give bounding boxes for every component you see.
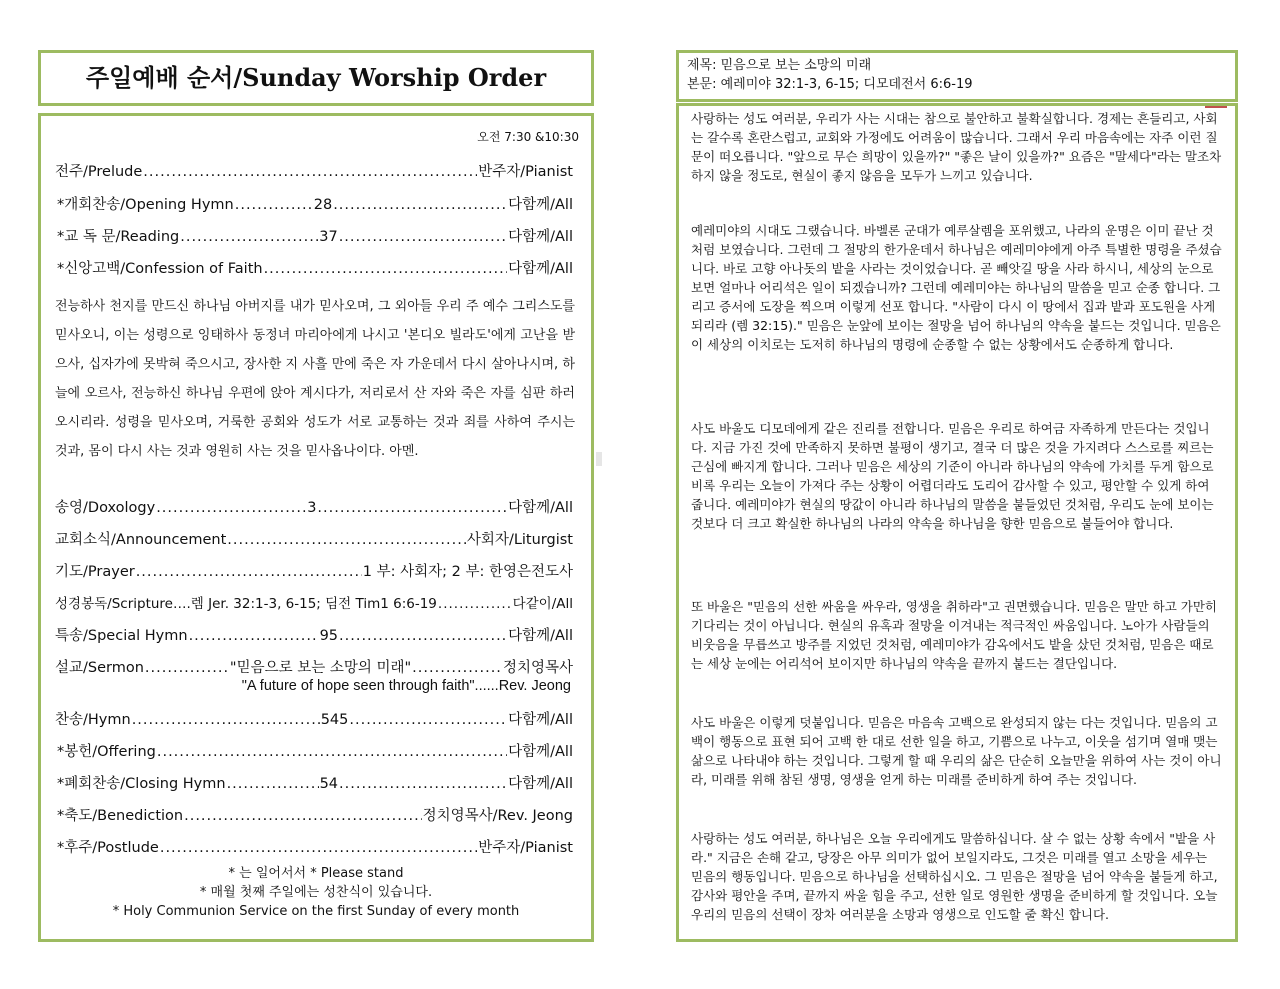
order-item-scripture: 성경봉독/Scripture… . 렘 Jer. 32:1-3, 6-15; 딤전 Tim1 6:6-19 ..... 다같이/All <box>55 592 573 612</box>
apostles-creed: 전능하사 천지를 만드신 하나님 아버지를 내가 믿사오며, 그 외아들 우리 주 예수 그리스도를 믿사오니, 이는 성령으로 잉태하사 동정녀 마리아에게 나시고 '본디오 빌라도'에게 고난을 받으사, 십자가에 못박혀 죽으시고, 장사한 지 사흘 만에 죽은 자 가운데서 다시 살아나시며, 하늘에 오르사, 전능하신 하나님 우편에 앉아 계시다가, 저리로서 산 자와 죽은 자를 심판 하러 오시리라. 성령을 믿사오며, 거룩한 공회와 성도가 서로 교통하는 것과 죄를 사하여 주시는 것과, 몸이 다시 사는 것과 영원히 사는 것을 믿사옵나이다. 아멘. <box>55 299 575 459</box>
order-item-hymn <box>55 708 573 729</box>
red-mark <box>1205 106 1227 108</box>
order-item-leader: 다함께/All <box>508 261 573 277</box>
footnotes <box>41 864 591 921</box>
order-item-label: 교회소식/Announcement <box>55 532 227 548</box>
order-item-leader: 다함께/All <box>508 500 573 516</box>
order-item-leader: 다함께/All <box>508 712 573 728</box>
order-item-leader: 정치영목사/Rev. Jeong <box>422 808 573 824</box>
order-item-doxology <box>55 496 573 517</box>
order-item-label: *신앙고백/Confession of Faith <box>57 261 263 277</box>
order-item-label: 설교/Sermon <box>55 660 144 676</box>
order-item-value: "믿음으로 보는 소망의 미래" <box>229 660 412 676</box>
note-communion-en: * Holy Communion Service on the first Sunday of every month <box>112 904 520 919</box>
order-item-leader: 다같이/All <box>512 596 573 612</box>
order-item-value: 54 <box>319 776 339 792</box>
order-item-leader: 다함께/All <box>508 744 573 760</box>
order-item-closing-hymn <box>57 772 573 793</box>
service-time: 오전 7:30 &10:30 <box>477 130 579 144</box>
order-item-benediction <box>57 804 573 825</box>
sermon-paragraph: 사도 바울도 디모데에게 같은 진리를 전합니다. 믿음은 우리로 하여금 자족하게 만든다는 것입니다. 지금 가진 것에 만족하지 못하면 불평이 생기고, 결국 더 많은 것을 가지려다 스스로를 찌르는 근심에 빠지게 합니다. 그러나 믿음은 세상의 기준이 아니라 하나님의 약속에 가치를 두게 함으로 비록 우리는 오늘이 가져다 주는 상황이 어렵더라도 도리어 감사할 수 있고, 평안할 수 있게 하여 줍니다. 예레미야가 현실의 땅값이 아니라 하나님의 말씀을 붙들었던 것처럼, 우리도 눈에 보이는 것보다 더 크고 확실한 하나님의 나라의 약속을 하나님을 향한 믿음으로 붙들어야 합니다. <box>691 421 1214 531</box>
order-item-value: 3 <box>307 500 317 516</box>
sermon-header-box <box>676 50 1238 102</box>
order-item-leader: 정치영목사 <box>502 660 573 676</box>
sermon-paragraph: 사도 바울은 이렇게 덧붙입니다. 믿음은 마음속 고백으로 완성되지 않는 다는 것입니다. 믿음의 고백이 행동으로 표현 되어 고백 한 대로 선한 일을 하고, 기쁨으로 나누고, 이웃을 섬기며 열매 맺는 삶으로 나타내야 하는 것입니다. 그렇게 할 때 우리의 삶은 단순히 오늘만을 위하여 사는 것이 아니라, 미래를 위해 참된 생명, 영생을 얻게 하는 미래를 준비하게 하여 주는 것입니다. <box>691 715 1222 787</box>
order-item-label: *개회찬송/Opening Hymn <box>57 197 234 213</box>
order-item-reading <box>57 225 573 246</box>
sermon-paragraph: 사랑하는 성도 여러분, 우리가 사는 시대는 참으로 불안하고 불확실합니다. 경제는 흔들리고, 사회는 갈수록 혼란스럽고, 교회와 가정에도 어려움이 많습니다. 그래서 우리 마음속에는 자주 이런 질문이 떠오릅니다. "앞으로 무슨 희망이 있을까?" "좋은 날이 있을까?" 요즘은 "말세다"라는 말조차 하지 않을 정도로, 현실이 좋지 않음을 모두가 느끼고 있습니다. <box>691 111 1222 183</box>
order-item-postlude <box>57 836 573 857</box>
sermon-body-box <box>676 104 1238 942</box>
order-item-label: 특송/Special Hymn <box>55 628 188 644</box>
order-item-sermon <box>55 656 573 677</box>
order-item-value: 95 <box>319 628 339 644</box>
order-item-label: 기도/Prayer <box>55 564 135 580</box>
note-communion-ko: * 매월 첫째 주일에는 성찬식이 있습니다. <box>199 885 433 900</box>
order-item-leader: 반주자/Pianist <box>478 164 573 180</box>
order-item-label: *교 독 문/Reading <box>57 229 180 245</box>
sermon-paragraph: 또 바울은 "믿음의 선한 싸움을 싸우라, 영생을 취하라"고 권면했습니다. 믿음은 말만 하고 가만히 기다리는 것이 아닙니다. 현실의 유혹과 절망을 이겨내는 적극적인 싸움입니다. 노아가 사람들의 비웃음을 무릅쓰고 방주를 지었던 것처럼, 예레미야가 감옥에서도 밭을 샀던 것처럼, 믿음은 때로는 세상 눈에는 어리석어 보이지만 하나님의 약속을 끝까지 붙드는 결단입니다. <box>691 599 1217 671</box>
order-item-opening-hymn <box>57 193 573 214</box>
order-item-prelude <box>55 160 573 181</box>
order-title-box <box>38 50 594 106</box>
order-item-announcement <box>55 528 573 549</box>
order-item-value: 28 <box>313 197 333 213</box>
note-stand: * 는 일어서서 * Please stand <box>228 866 404 881</box>
order-item-label: *봉헌/Offering <box>57 744 156 760</box>
order-item-label: 송영/Doxology <box>55 500 156 516</box>
order-item-value: 545 <box>320 712 349 728</box>
order-item-prayer <box>55 560 573 581</box>
order-item-label: *축도/Benediction <box>57 808 184 824</box>
order-item-leader: 다함께/All <box>508 197 573 213</box>
order-item-leader: 다함께/All <box>508 628 573 644</box>
order-item-label: *폐회찬송/Closing Hymn <box>57 776 226 792</box>
order-item-value: 렘 Jer. 32:1-3, 6-15; 딤전 Tim1 6:6-19 <box>190 596 437 612</box>
sermon-paragraph: 사랑하는 성도 여러분, 하나님은 오늘 우리에게도 말씀하십니다. 살 수 없는 상황 속에서 "밭을 사라." 지금은 손해 같고, 당장은 아무 의미가 없어 보일지라도, 그것은 미래를 열고 소망을 세우는 믿음의 행동입니다. 믿음으로 하나님을 선택하십시오. 그 믿음은 절망을 넘어 약속을 붙들게 하고, 감사와 평안을 주며, 끝까지 싸울 힘을 주고, 선한 일로 영원한 생명을 준비하게 할 것입니다. 오늘 우리의 믿음의 선택이 장차 여러분을 소망과 영생으로 인도할 줄 확신 합니다. <box>691 831 1218 922</box>
order-item-special-hymn <box>55 624 573 645</box>
order-item-leader: 사회자/Liturgist <box>466 532 573 548</box>
sermon-title: 제목: 믿음으로 보는 소망의 미래 <box>687 58 872 73</box>
order-item-label: 전주/Prelude <box>55 164 143 180</box>
order-item-leader: 반주자/Pianist <box>478 840 573 856</box>
page-title: 주일예배 순서/Sunday Worship Order <box>85 63 547 92</box>
order-item-leader: 1 부: 사회자; 2 부: 한영은전도사 <box>362 564 573 580</box>
worship-order-box <box>38 113 594 942</box>
order-item-label: 찬송/Hymn <box>55 712 131 728</box>
order-item-label: 성경봉독/Scripture… <box>55 596 187 612</box>
sermon-title-english: "A future of hope seen through faith"......Rev. Jeong <box>241 678 571 694</box>
order-item-leader: 다함께/All <box>508 229 573 245</box>
order-item-value: 37 <box>319 229 338 245</box>
sermon-paragraph: 예레미야의 시대도 그랬습니다. 바벨론 군대가 예루살렘을 포위했고, 나라의 운명은 이미 끝난 것처럼 보였습니다. 그런데 그 절망의 한가운데서 하나님은 예레미야에게 아주 특별한 명령을 주셨습니다. 바로 고향 아나돗의 밭을 사라는 것이었습니다. 곧 빼앗길 땅을 사라 하시니, 세상의 눈으로 보면 얼마나 어리석은 일이 되겠습니까? 그런데 예레미야는 하나님의 말씀을 믿고 순종 합니다. 그리고 증서에 도장을 찍으며 이렇게 선포 합니다. "사람이 다시 이 땅에서 집과 밭과 포도원을 사게 되리라 (렘 32:15)." 믿음은 눈앞에 보이는 절망을 넘어 하나님의 약속을 붙드는 것입니다. 믿음은 이 세상의 이치로는 도저히 하나님의 명령에 순종할 수 없는 상황에서도 순종하게 합니다. <box>691 223 1222 352</box>
order-item-leader: 다함께/All <box>508 776 573 792</box>
gutter-mark <box>596 452 602 466</box>
order-item-confession <box>57 257 573 278</box>
sermon-scripture: 본문: 예레미야 32:1-3, 6-15; 디모데전서 6:6-19 <box>687 77 973 92</box>
order-item-label: *후주/Postlude <box>57 840 159 856</box>
order-item-offering <box>57 740 573 761</box>
